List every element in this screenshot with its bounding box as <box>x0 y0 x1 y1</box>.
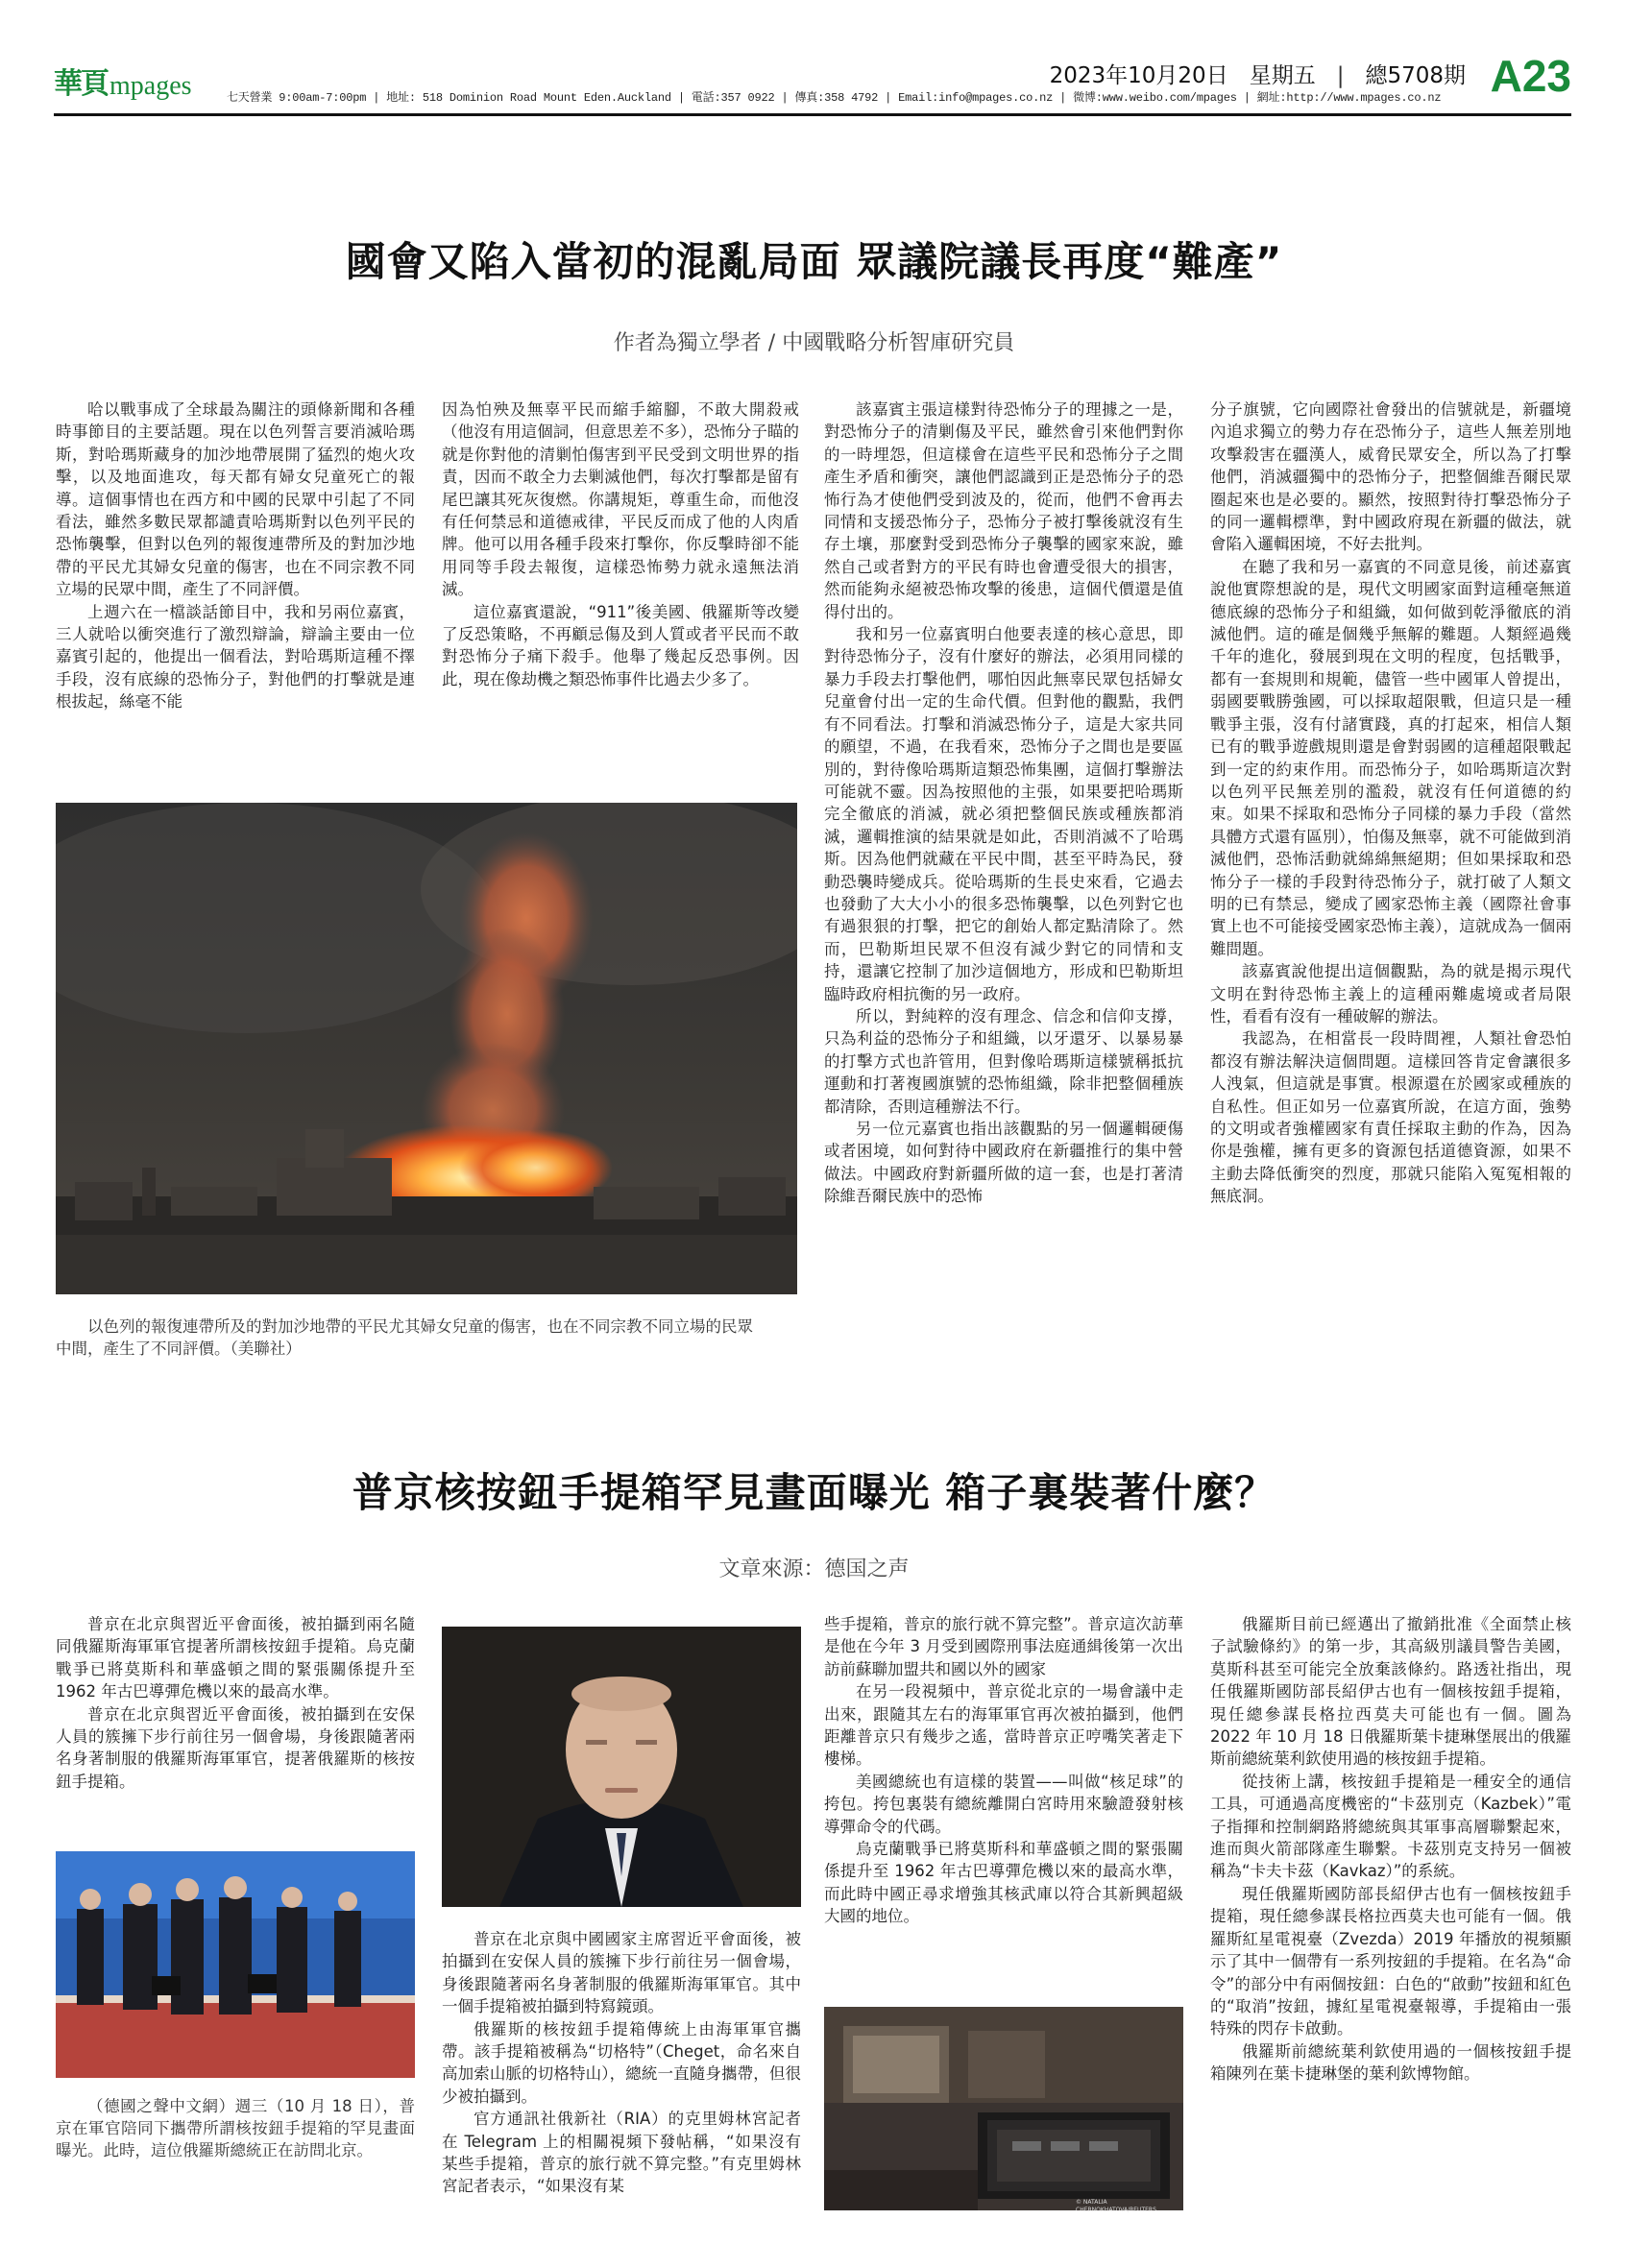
issue-date: 2023年10月20日 <box>1049 63 1228 88</box>
logo-en: mpages <box>109 71 192 101</box>
article1-column-1 <box>56 398 415 713</box>
briefcase-exhibit-photo <box>824 2007 1183 2210</box>
paragraph: 俄羅斯目前已經邁出了撤銷批准《全面禁止核子試驗條約》的第一步，其高級別議員警告美國，莫斯科甚至可能完全放棄該條約。路透社指出，現任俄羅斯國防部長紹伊古也有一個核按鈕手提箱，現任總參謀長格拉西莫夫可能也有一個。圖為 2022 年 10 月 18 日俄羅斯葉卡捷琳堡展出的俄羅斯前總統葉利欽使用過的核按鈕手提箱。 <box>1210 1615 1571 1769</box>
putin-portrait-photo <box>442 1627 801 1907</box>
article2-column-1 <box>56 1613 415 1793</box>
paragraph: 因為怕殃及無辜平民而縮手縮腳，不敢大開殺戒（他沒有用這個詞，但意思差不多），恐怖分子瞄的就是你對他的清剿怕傷害到平民受到文明世界的指責，因而不敢全力去剿滅他們，每次打擊都是留有尾巴讓其死灰復燃。你講規矩，尊重生命，而他沒有任何禁忌和道德戒律，平民反而成了他的人肉盾牌。他可以用各種手段來打擊你，你反擊時卻不能用同等手段去報復，這樣恐怖勢力就永遠無法消滅。 <box>442 400 799 599</box>
paragraph: 該嘉賓主張這樣對待恐怖分子的理據之一是，對恐怖分子的清剿傷及平民，雖然會引來他們對你的一時埋怨，但這樣會在這些平民和恐怖分子之間產生矛盾和衝突，讓他們認識到正是恐怖分子的恐怖行為才使他們受到波及的，從而，他們不會再去同情和支援恐怖分子，恐怖分子被打擊後就沒有生存土壤，那麼對受到恐怖分子襲擊的國家來說，雖然自己或者對方的平民有時也會遭受很大的損害，然而能夠永絕被恐怖攻擊的後患，這個代價還是值得付出的。 <box>824 400 1183 621</box>
putin-officers-caption <box>56 2095 415 2161</box>
gaza-smoke-photo <box>56 803 797 1294</box>
mpages-logo[interactable] <box>54 63 192 102</box>
article2-column-2 <box>442 1928 801 2198</box>
paragraph: 在另一段視頻中，普京從北京的一場會議中走出來，跟隨其左右的海軍軍官再次被拍攝到，他們距離普京只有幾步之遙，當時普京正哼嘴笑著走下樓梯。 <box>824 1682 1183 1769</box>
paragraph: 從技術上講，核按鈕手提箱是一種安全的通信工具，可通過高度機密的“卡茲別克（Kazbek）”電子指揮和控制網路將總統與其軍事高層聯繫起來，進而與火箭部隊產生聯繫。卡茲別克支持另一個被稱為“卡夫卡茲（Kavkaz）”的系統。 <box>1210 1772 1571 1881</box>
article1-title: 國會又陷入當初的混亂局面 眾議院議長再度“難產” <box>345 238 1283 285</box>
paragraph: 俄羅斯的核按鈕手提箱傳統上由海軍軍官攜帶。該手提箱被稱為“切格特”（Cheget，命名來自高加索山脈的切格特山），總統一直隨身攜帶，但很少被拍攝到。 <box>442 2019 801 2106</box>
paragraph: 普京在北京與習近平會面後，被拍攝到兩名隨同俄羅斯海軍軍官提著所謂核按鈕手提箱。烏克蘭戰爭已將莫斯科和華盛頓之間的緊張關係提升至 1962 年古巴導彈危機以來的最高水準。 <box>56 1615 415 1701</box>
paragraph: 在聽了我和另一嘉賓的不同意見後，前述嘉賓說他實際想說的是，現代文明國家面對這種毫無道德底線的恐怖分子和組織，如何做到乾淨徹底的消滅他們。這的確是個幾乎無解的難題。人類經過幾千年的進化，發展到現在文明的程度，包括戰爭，都有一套規則和規範，儘管一些中國軍人曾提出，弱國要戰勝強國，可以採取超限戰，但這只是一種戰爭主張，沒有付諸實踐，真的打起來，相信人類已有的戰爭遊戲規則還是會對弱國的這種超限戰起到一定的約束作用。而恐怖分子，如哈瑪斯這次對以色列平民無差別的濫殺，就沒有任何道德的約束。如果不採取和恐怖分子同樣的暴力手段（當然具體方式還有區別），怕傷及無辜，就不可能做到消滅他們，恐怖活動就綿綿無絕期；但如果採取和恐怖分子一樣的手段對待恐怖分子，就打破了人類文明的已有禁忌，變成了國家恐怖主義（國際社會事實上也不可能接受國家恐怖主義），這就成為一個兩難問題。 <box>1210 557 1571 958</box>
gaza-photo-caption <box>56 1315 766 1360</box>
paragraph: 些手提箱，普京的旅行就不算完整”。普京這次訪華是他在今年 3 月受到國際刑事法庭通緝後第一次出訪前蘇聯加盟共和國以外的國家 <box>824 1615 1183 1678</box>
paragraph: 另一位元嘉賓也指出該觀點的另一個邏輯硬傷或者困境，如何對待中國政府在新疆推行的集中營做法。中國政府對新疆所做的這一套，也是打著清除維吾爾民族中的恐怖 <box>824 1120 1183 1206</box>
header-rule <box>54 113 1571 116</box>
page-number: A23 <box>1490 51 1571 101</box>
paragraph: 烏克蘭戰爭已將莫斯科和華盛頓之間的緊張關係提升至 1962 年古巴導彈危機以來的最高水準，而此時中國正尋求增強其核武庫以符合其新興超級大國的地位。 <box>824 1840 1183 1926</box>
article1-column-4 <box>1210 398 1571 1208</box>
article1-column-2 <box>442 398 799 690</box>
paragraph: 上週六在一檔談話節目中，我和另兩位嘉賓，三人就哈以衝突進行了激烈辯論，辯論主要由一位嘉賓引起的，他提出一個看法，對哈瑪斯這種不擇手段，沒有底線的恐怖分子，對他們的打擊就是連根拔起，絲毫不能 <box>56 602 415 712</box>
paragraph: 所以，對純粹的沒有理念、信念和信仰支撐，只為利益的恐怖分子和組織，以牙還牙、以暴易暴的打擊方式也許管用，但對像哈瑪斯這樣號稱抵抗運動和打著複國旗號的恐怖組織，除非把整個種族都清除，否則這種辦法不行。 <box>824 1006 1183 1116</box>
paragraph: 我和另一位嘉賓明白他要表達的核心意思，即對待恐怖分子，沒有什麼好的辦法，必須用同樣的暴力手段去打擊他們，哪怕因此無辜民眾包括婦女兒童會付出一定的生命代價。但對他的觀點，我們有不同看法。打擊和消滅恐怖分子，這是大家共同的願望，不過，在我看來，恐怖分子之間也是要區別的，對待像哈瑪斯這類恐怖集團，這個打擊辦法可能就不靈。因為按照他的主張，如果要把哈瑪斯完全徹底的消滅，就必須把整個民族或種族都消滅，邏輯推演的結果就是如此，否則消滅不了哈瑪斯。因為他們就藏在平民中間，甚至平時為民，發動恐襲時變成兵。從哈瑪斯的生長史來看，它過去也發動了大大小小的很多恐怖襲擊，以色列對它也有過狠狠的打擊，把它的創始人都定點清除了。然而，巴勒斯坦民眾不但沒有減少對它的同情和支持，還讓它控制了加沙這個地方，形成和巴勒斯坦臨時政府相抗衡的另一政府。 <box>824 625 1183 1003</box>
logo-cjk: 華頁 <box>54 67 108 101</box>
article1-column-3 <box>824 398 1183 1208</box>
paragraph: 分子旗號，它向國際社會發出的信號就是，新疆境內追求獨立的勢力存在恐怖分子，這些人無差別地攻擊殺害在疆漢人，威脅民眾安全，所以為了打擊他們，消滅疆獨中的恐怖分子，把整個維吾爾民眾圈起來也是必要的。顯然，按照對待打擊恐怖分子的同一邏輯標準，對中國政府現在新疆的做法，就會陷入邏輯困境，不好去批判。 <box>1210 400 1571 554</box>
article2-title: 普京核按鈕手提箱罕見畫面曝光 箱子裏裝著什麼？ <box>352 1469 1276 1516</box>
article2-byline: 文章來源：德国之声 <box>718 1557 910 1581</box>
paragraph: 現任俄羅斯國防部長紹伊古也有一個核按鈕手提箱，現任總參謀長格拉西莫夫也可能有一個。俄羅斯紅星電視臺（Zvezda）2019 年播放的視頻顯示了其中一個帶有一系列按鈕的手提箱。在名為“命令”的部分中有兩個按鈕：白色的“啟動”按鈕和紅色的“取消”按鈕，據紅星電視臺報導，手提箱由一張特殊的閃存卡啟動。 <box>1210 1884 1571 2039</box>
paragraph: 普京在北京與中國國家主席習近平會面後，被拍攝到在安保人員的簇擁下步行前往另一個會場，身後跟隨著兩名身著制服的俄羅斯海軍軍官。其中一個手提箱被拍攝到特寫鏡頭。 <box>442 1930 801 2016</box>
article1-byline: 作者為獨立學者 / 中國戰略分析智庫研究員 <box>613 331 1015 355</box>
article2-column-4 <box>1210 1613 1571 2086</box>
contact-info-line: 七天營業 9:00am-7:00pm | 地址: 518 Dominion Road Mount Eden.Auckland | 電話:357 0922 | 傳真:358 4792 | Email:info@mpages.co.nz | 微博:www.weibo.com/mpages | 網址:http://www.mpages.co.nz <box>227 91 1442 105</box>
issue-weekday: 星期五 <box>1249 63 1316 88</box>
caption-text: 以色列的報復連帶所及的對加沙地帶的平民尤其婦女兒童的傷害，也在不同宗教不同立場的民眾中間，產生了不同評價。（美聯社） <box>56 1317 753 1358</box>
masthead <box>54 51 1571 111</box>
paragraph: 美國總統也有這樣的裝置——叫做“核足球”的挎包。挎包裏裝有總統離開白宮時用來驗證發射核導彈命令的代碼。 <box>824 1772 1183 1836</box>
dateline-separator: | <box>1336 63 1345 88</box>
paragraph: 我認為，在相當長一段時間裡，人類社會恐怕都沒有辦法解決這個問題。這樣回答肯定會讓很多人洩氣，但這就是事實。根源還在於國家或種族的自私性。但正如另一位嘉賓所說，在這方面，強勢的文明或者強權國家有責任採取主動的作為，因為你是強權，擁有更多的資源包括道德資源，如果不主動去降低衝突的烈度，那就只能陷入冤冤相報的無底洞。 <box>1210 1029 1571 1206</box>
paragraph: 該嘉賓說他提出這個觀點，為的就是揭示現代文明在對待恐怖主義上的這種兩難處境或者局限性，看看有沒有一種破解的辦法。 <box>1210 962 1571 1025</box>
paragraph: 俄羅斯前總統葉利欽使用過的一個核按鈕手提箱陳列在葉卡捷琳堡的葉利欽博物館。 <box>1210 2041 1571 2084</box>
issue-dateline <box>1050 58 1466 89</box>
paragraph: 哈以戰事成了全球最為關注的頭條新聞和各種時事節目的主要話題。現在以色列誓言要消滅哈瑪斯，對哈瑪斯藏身的加沙地帶展開了猛烈的炮火攻擊，以及地面進攻，每天都有婦女兒童死亡的報導。這個事情也在西方和中國的民眾中引起了不同看法，雖然多數民眾都譴責哈瑪斯對以色列平民的恐怖襲擊，但對以色列的報復連帶所及的對加沙地帶的平民尤其婦女兒童的傷害，也在不同宗教不同立場的民眾中間，產生了不同評價。 <box>56 400 415 599</box>
paragraph: 普京在北京與習近平會面後，被拍攝到在安保人員的簇擁下步行前往另一個會場，身後跟隨著兩名身著制服的俄羅斯海軍軍官，提著俄羅斯的核按鈕手提箱。 <box>56 1704 415 1791</box>
putin-officers-photo <box>56 1851 415 2078</box>
caption-text: （德國之聲中文網）週三（10 月 18 日），普京在軍官陪同下攜帶所謂核按鈕手提箱的罕見畫面曝光。此時，這位俄羅斯總統正在訪問北京。 <box>56 2097 415 2159</box>
photo-credit: © NATALIA CHERNOKHATOVA/REUTERS <box>1076 2199 1156 2213</box>
paragraph: 這位嘉賓還說，“911”後美國、俄羅斯等改變了反恐策略，不再顧忌傷及到人質或者平民而不敢對恐怖分子痛下殺手。他舉了幾起反恐事例。因此，現在像劫機之類恐怖事件比過去少多了。 <box>442 602 799 688</box>
paragraph: 官方通訊社俄新社（RIA）的克里姆林宮記者在 Telegram 上的相關視頻下發帖稱，“如果沒有某些手提箱，普京的旅行就不算完整。”有克里姆林宮記者表示，“如果沒有某 <box>442 2110 801 2196</box>
issue-number: 總5708期 <box>1365 63 1466 88</box>
article2-column-3 <box>824 1613 1183 1928</box>
